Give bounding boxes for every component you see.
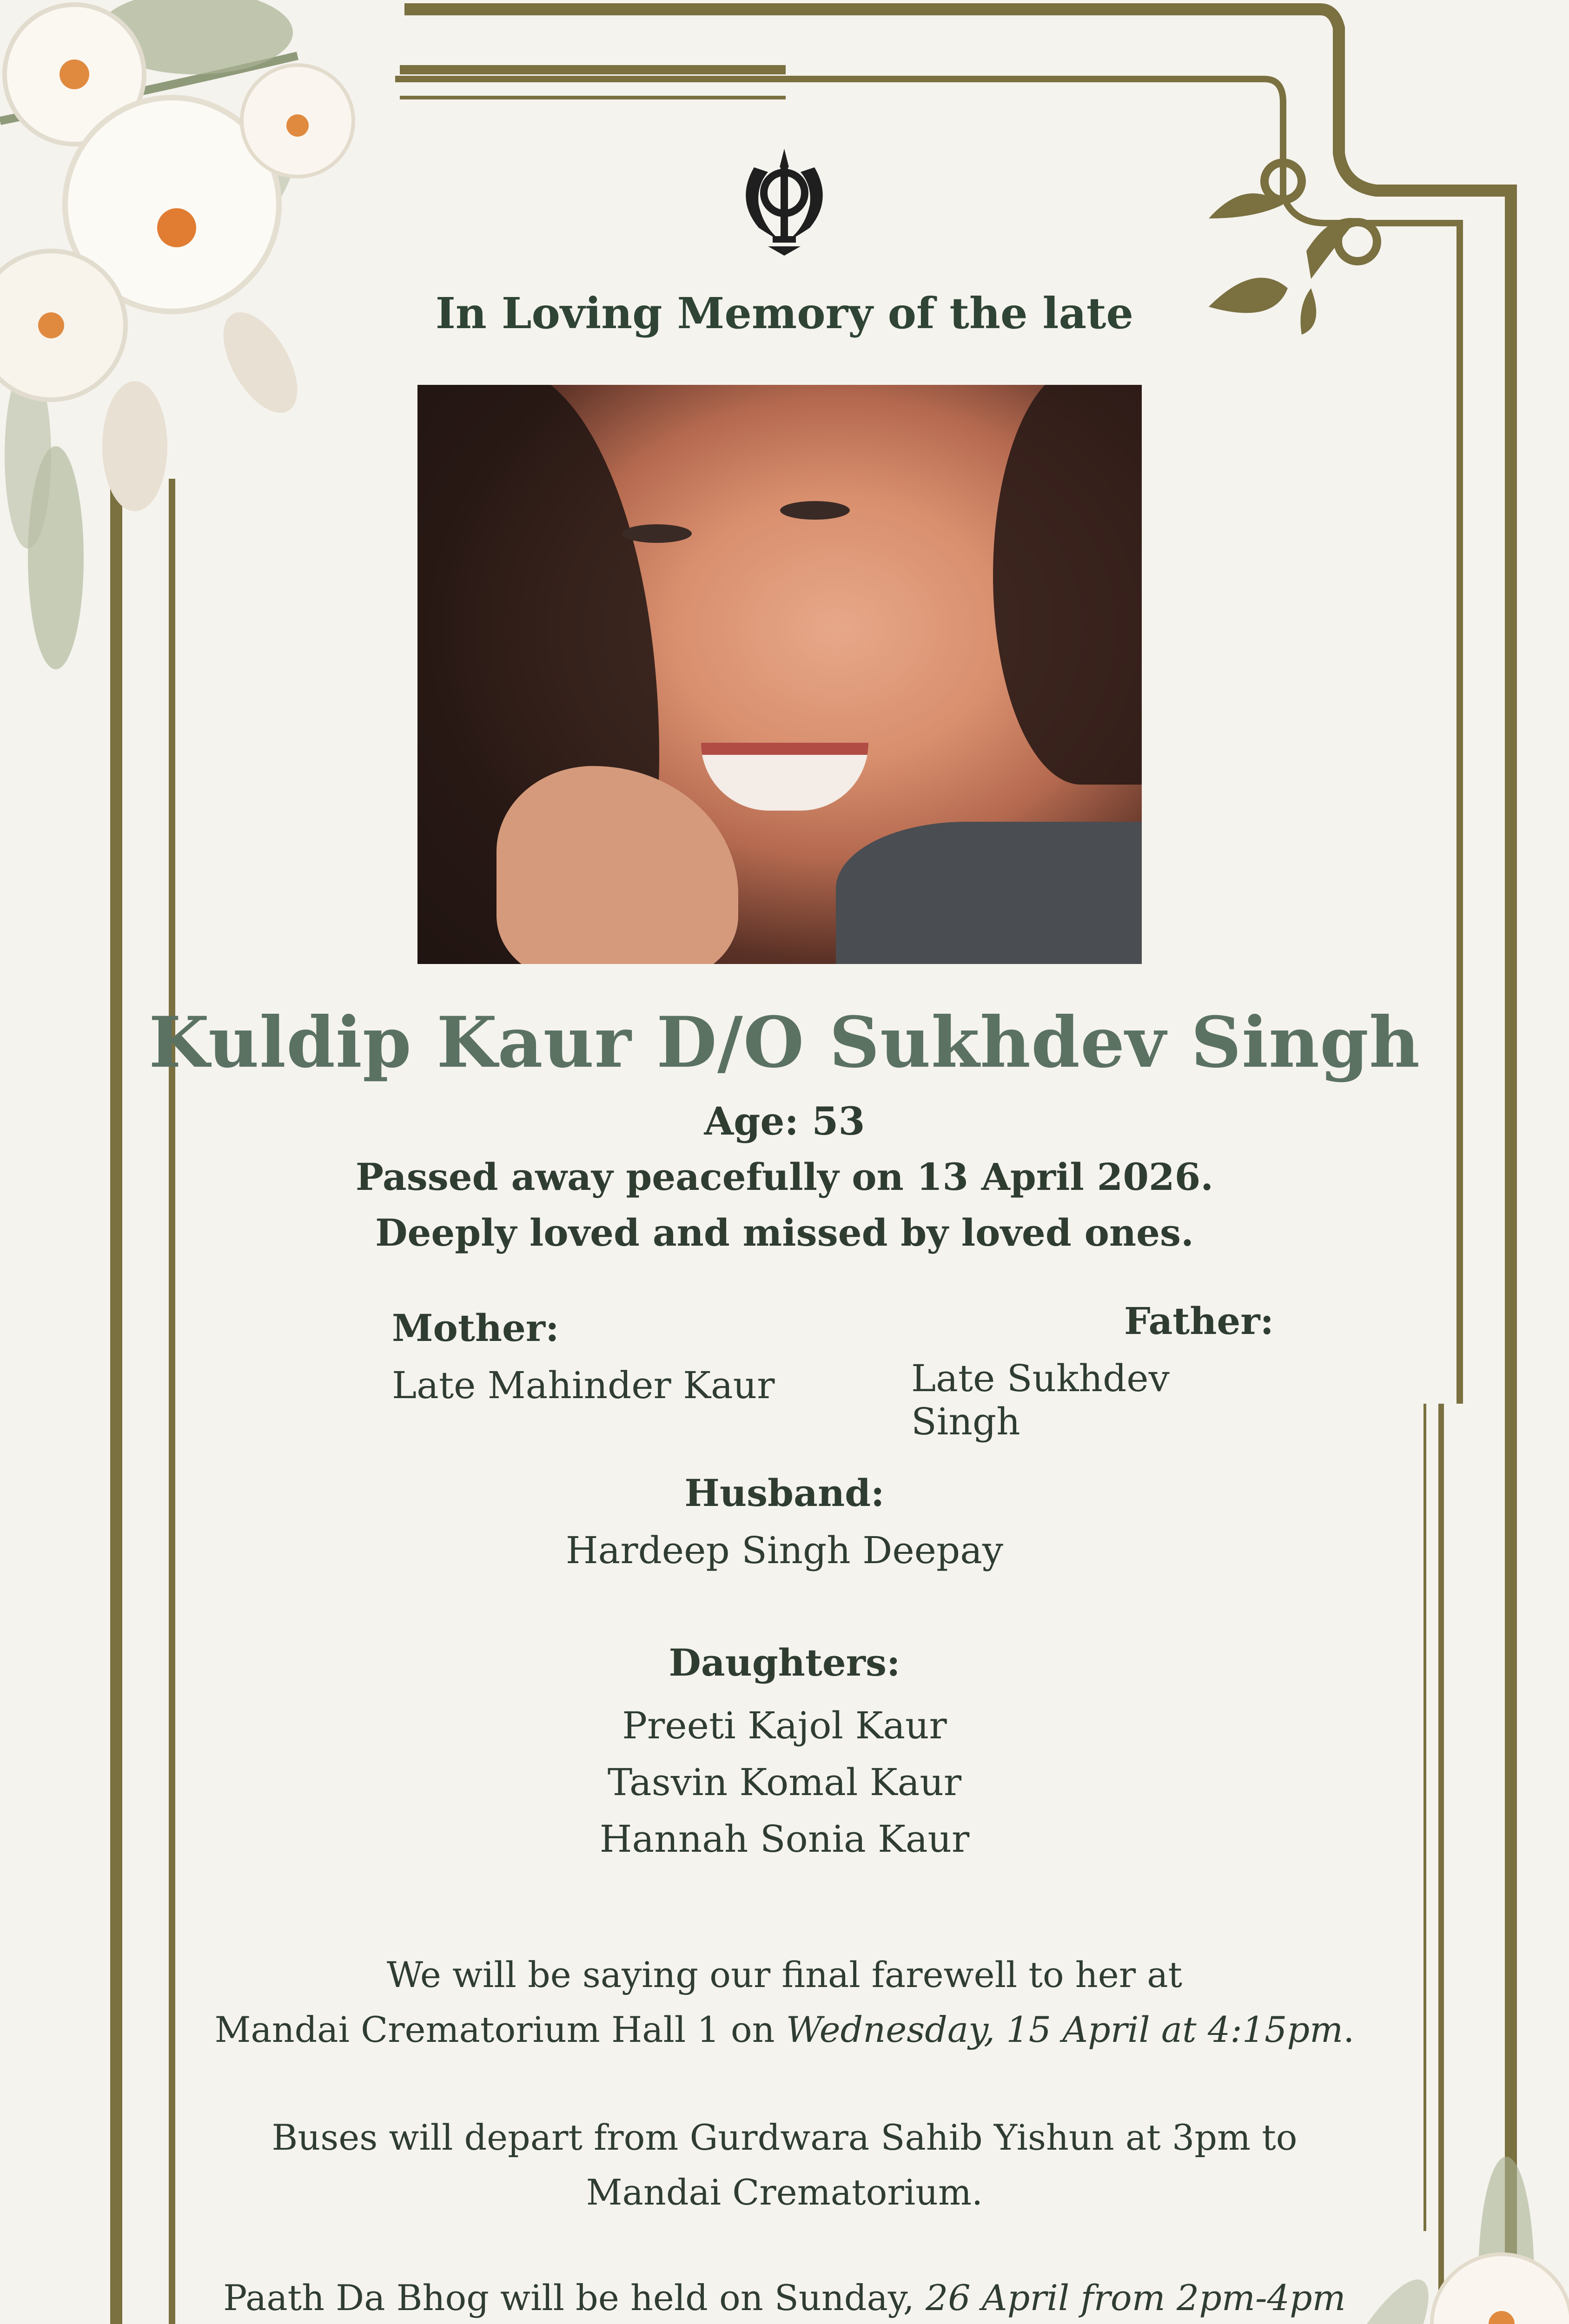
daughter-name: Tasvin Komal Kaur [607, 1761, 962, 1804]
husband-block [0, 1471, 1569, 1572]
father-label: Father: [1124, 1299, 1274, 1343]
passed-away-text: Passed away peacefully on 13 April 2026. [355, 1155, 1214, 1199]
bus-line-1: Buses will depart from Gurdwara Sahib Yishun at 3pm to [271, 2117, 1298, 2158]
farewell-datetime: Wednesday, 15 April at 4:15pm [786, 2009, 1344, 2050]
bhog-time: 26 April from 2pm-4pm [925, 2277, 1346, 2318]
photo-hand [497, 766, 738, 964]
daughter-name: Preeti Kajol Kaur [622, 1704, 947, 1747]
photo-eye [622, 524, 692, 543]
khanda-icon [740, 149, 828, 256]
husband-label: Husband: [684, 1471, 885, 1515]
portrait-photo [417, 385, 1142, 964]
father-block [911, 1299, 1274, 1443]
farewell-line-2 [0, 2002, 1569, 2057]
farewell-period: . [1343, 2009, 1355, 2050]
husband-name: Hardeep Singh Deepay [565, 1529, 1004, 1572]
age-text: Age: 53 [704, 1099, 865, 1144]
farewell-info [0, 1948, 1569, 2057]
farewell-location: Mandai Crematorium Hall 1 on [214, 2009, 786, 2050]
deceased-name: Kuldip Kaur D/O Sukhdev Singh [148, 1002, 1421, 1083]
bus-line-2: Mandai Crematorium. [586, 2172, 983, 2213]
mother-block [392, 1306, 775, 1407]
bhog-event: Paath Da Bhog will be held on Sunday, [223, 2277, 926, 2318]
father-name: Late Sukhdev Singh [911, 1357, 1170, 1443]
mother-label: Mother: [392, 1306, 559, 1350]
memorial-heading: In Loving Memory of the late [435, 288, 1134, 338]
farewell-line-1: We will be saying our final farewell to her at [386, 1954, 1183, 1995]
daughter-name: Hannah Sonia Kaur [599, 1817, 970, 1861]
bhog-info [0, 2271, 1569, 2324]
bhog-line-1 [0, 2271, 1569, 2324]
mother-name: Late Mahinder Kaur [392, 1364, 775, 1407]
loved-text: Deeply loved and missed by loved ones. [375, 1211, 1194, 1254]
daughters-block [0, 1641, 1569, 1868]
photo-sweater [836, 822, 1142, 964]
photo-eye [780, 501, 850, 520]
daughters-label: Daughters: [669, 1641, 900, 1684]
bus-info [0, 2110, 1569, 2220]
photo-hair [993, 385, 1142, 785]
photo-smile [701, 743, 868, 811]
